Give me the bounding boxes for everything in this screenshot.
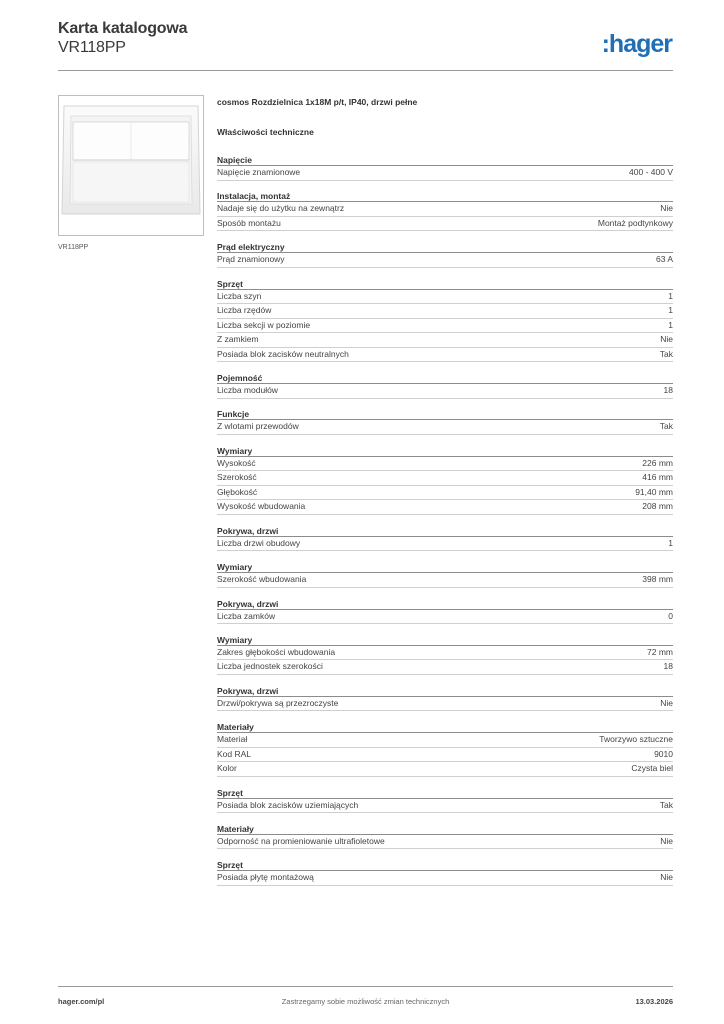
property-row <box>217 420 673 435</box>
property-row <box>217 217 673 232</box>
property-value: 18 <box>663 385 673 396</box>
section-title: Wymiary <box>217 561 673 573</box>
property-value: Czysta biel <box>631 763 673 774</box>
property-value: 1 <box>668 305 673 316</box>
property-section <box>217 154 673 181</box>
property-label: Posiada płytę montażową <box>217 872 314 883</box>
property-row <box>217 348 673 363</box>
property-row <box>217 290 673 305</box>
property-row <box>217 319 673 334</box>
property-row <box>217 762 673 777</box>
property-label: Liczba rzędów <box>217 305 272 316</box>
section-title: Sprzęt <box>217 787 673 799</box>
property-row <box>217 253 673 268</box>
property-label: Z zamkiem <box>217 334 259 345</box>
property-row <box>217 304 673 319</box>
properties-list <box>217 154 673 886</box>
property-section <box>217 787 673 814</box>
section-title: Napięcie <box>217 154 673 166</box>
product-description: cosmos Rozdzielnica 1x18M p/t, IP40, drzwi pełne <box>217 97 418 107</box>
property-label: Zakres głębokości wbudowania <box>217 646 336 657</box>
section-title: Funkcje <box>217 408 673 420</box>
property-row <box>217 486 673 501</box>
property-label: Wysokość <box>217 457 256 468</box>
section-title: Prąd elektryczny <box>217 241 673 253</box>
property-row <box>217 166 673 181</box>
property-section <box>217 190 673 231</box>
section-title: Wymiary <box>217 634 673 646</box>
property-row <box>217 660 673 675</box>
property-row <box>217 537 673 552</box>
property-label: Nadaje się do użytku na zewnątrz <box>217 203 345 214</box>
property-label: Liczba zamków <box>217 610 276 621</box>
property-value: 63 A <box>655 254 673 265</box>
property-value: Tak <box>659 799 673 810</box>
property-value: Nie <box>660 872 673 883</box>
property-section <box>217 445 673 515</box>
section-title: Pokrywa, drzwi <box>217 598 673 610</box>
property-value: 1 <box>668 290 673 301</box>
property-label: Głębokość <box>217 486 258 497</box>
property-section <box>217 561 673 588</box>
property-row <box>217 871 673 886</box>
property-value: 1 <box>668 537 673 548</box>
hager-logo: :hager <box>601 30 672 58</box>
property-value: 400 - 400 V <box>629 167 673 177</box>
property-label: Posiada blok zacisków uziemiających <box>217 799 359 810</box>
section-title: Wymiary <box>217 445 673 457</box>
property-label: Wysokość wbudowania <box>217 501 306 512</box>
property-section <box>217 241 673 268</box>
property-value: 91,40 mm <box>635 486 673 497</box>
property-label: Kod RAL <box>217 748 252 759</box>
property-label: Liczba szyn <box>217 290 262 301</box>
section-title: Materiały <box>217 721 673 733</box>
property-row <box>217 646 673 661</box>
distribution-board-icon <box>59 96 203 235</box>
property-value: Nie <box>660 697 673 708</box>
image-caption: VR118PP <box>58 244 89 251</box>
section-title: Instalacja, montaż <box>217 190 673 202</box>
product-code: VR118PP <box>58 39 126 56</box>
property-value: Montaż podtynkowy <box>597 217 673 228</box>
property-label: Prąd znamionowy <box>217 254 285 265</box>
property-row <box>217 573 673 588</box>
section-title: Pokrywa, drzwi <box>217 685 673 697</box>
property-label: Liczba modułów <box>217 385 278 396</box>
property-value: Nie <box>660 203 673 214</box>
property-row <box>217 748 673 763</box>
property-label: Materiał <box>217 734 248 745</box>
property-label: Z wlotami przewodów <box>217 421 299 432</box>
section-title: Materiały <box>217 823 673 835</box>
property-section <box>217 823 673 850</box>
property-value: 9010 <box>654 748 673 759</box>
product-image <box>58 95 204 236</box>
property-row <box>217 835 673 850</box>
property-section <box>217 525 673 552</box>
property-section <box>217 278 673 363</box>
property-section <box>217 372 673 399</box>
section-title: Pokrywa, drzwi <box>217 525 673 537</box>
property-value: Tworzywo sztuczne <box>599 734 673 745</box>
property-value: 226 mm <box>642 457 673 468</box>
properties-heading: Właściwości techniczne <box>217 127 314 137</box>
property-value: 18 <box>663 661 673 672</box>
property-section <box>217 859 673 886</box>
property-row <box>217 733 673 748</box>
property-label: Odporność na promieniowanie ultrafioletowe <box>217 835 385 846</box>
property-label: Szerokość <box>217 472 257 483</box>
property-label: Liczba jednostek szerokości <box>217 661 323 672</box>
property-label: Sposób montażu <box>217 217 281 228</box>
property-value: 416 mm <box>642 472 673 483</box>
property-value: Nie <box>660 835 673 846</box>
property-label: Liczba sekcji w poziomie <box>217 319 311 330</box>
property-label: Szerokość wbudowania <box>217 574 307 585</box>
property-row <box>217 500 673 515</box>
property-row <box>217 333 673 348</box>
property-label: Kolor <box>217 763 237 774</box>
property-row <box>217 697 673 712</box>
section-title: Sprzęt <box>217 859 673 871</box>
property-row <box>217 471 673 486</box>
footer-date: 13.03.2026 <box>635 997 673 1006</box>
footer-disclaimer: Zastrzegamy sobie możliwość zmian technicznych <box>281 997 450 1006</box>
property-value: 1 <box>668 319 673 330</box>
property-section <box>217 598 673 625</box>
property-value: Tak <box>659 348 673 359</box>
property-label: Liczba drzwi obudowy <box>217 537 301 548</box>
header-divider <box>58 70 673 71</box>
property-row <box>217 610 673 625</box>
property-section <box>217 408 673 435</box>
property-section <box>217 721 673 777</box>
property-label: Posiada blok zacisków neutralnych <box>217 348 349 359</box>
property-row <box>217 457 673 472</box>
document-title: Karta katalogowa <box>58 20 188 37</box>
footer-divider <box>58 986 673 987</box>
section-title: Pojemność <box>217 372 673 384</box>
property-label: Drzwi/pokrywa są przezroczyste <box>217 697 339 708</box>
section-title: Sprzęt <box>217 278 673 290</box>
property-value: Tak <box>659 421 673 432</box>
property-section <box>217 634 673 675</box>
property-row <box>217 202 673 217</box>
property-label: Napięcie znamionowe <box>217 167 301 177</box>
product-details <box>217 97 673 896</box>
property-row <box>217 384 673 399</box>
page-header <box>58 20 673 68</box>
property-row <box>217 799 673 814</box>
property-value: 72 mm <box>647 646 673 657</box>
property-value: 208 mm <box>642 501 673 512</box>
property-value: 398 mm <box>642 574 673 585</box>
property-section <box>217 685 673 712</box>
property-value: 0 <box>668 610 673 621</box>
property-value: Nie <box>660 334 673 345</box>
footer-website[interactable]: hager.com/pl <box>58 997 105 1006</box>
